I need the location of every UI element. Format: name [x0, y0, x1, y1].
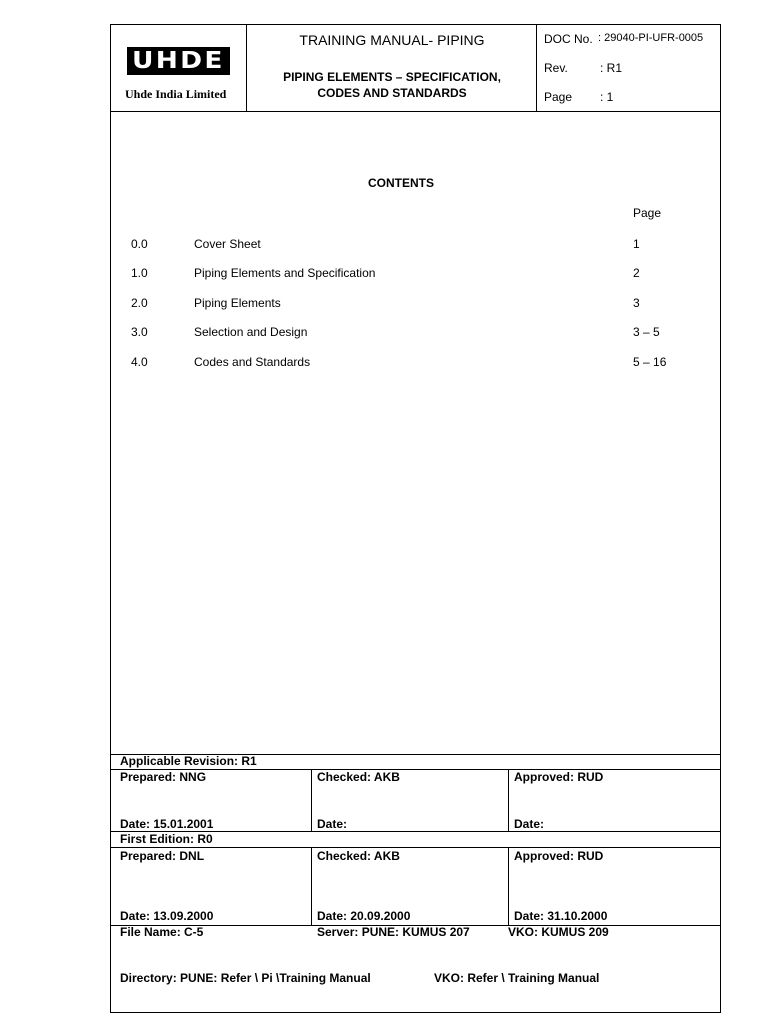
toc-number: 2.0 — [131, 296, 148, 310]
toc-title: Selection and Design — [194, 325, 308, 339]
date-approved-current: Date: — [514, 817, 545, 831]
page-column-label: Page — [633, 206, 662, 220]
applicable-revision: Applicable Revision: R1 — [120, 754, 257, 768]
date-prepared-current: Date: 15.01.2001 — [120, 817, 214, 831]
toc-row — [111, 237, 722, 253]
toc-page: 5 – 16 — [633, 355, 667, 369]
header-bottom-rule — [111, 111, 720, 112]
uhde-logo: UHDE — [127, 47, 230, 75]
page-label: Page — [544, 90, 573, 104]
toc-number: 0.0 — [131, 237, 148, 251]
toc-number: 3.0 — [131, 325, 148, 339]
doc-no-value: : 29040-PI-UFR-0005 — [598, 32, 704, 44]
subtitle-line-1: PIPING ELEMENTS – SPECIFICATION, — [283, 70, 501, 84]
footer-divider — [311, 769, 312, 831]
footer-divider — [508, 847, 509, 925]
approved-first: Approved: RUD — [514, 849, 604, 863]
toc-title: Cover Sheet — [194, 237, 261, 251]
rev-value: : R1 — [600, 61, 623, 75]
first-edition: First Edition: R0 — [120, 832, 213, 846]
document-page — [110, 24, 721, 1013]
toc-row — [111, 296, 722, 312]
directory: Directory: PUNE: Refer \ Pi \Training Manual — [120, 971, 371, 985]
date-checked-first: Date: 20.09.2000 — [317, 909, 411, 923]
vko-directory: VKO: Refer \ Training Manual — [434, 971, 600, 985]
date-approved-first: Date: 31.10.2000 — [514, 909, 608, 923]
approved-current: Approved: RUD — [514, 770, 604, 784]
toc-title: Codes and Standards — [194, 355, 311, 369]
subtitle-line-2: CODES AND STANDARDS — [317, 86, 467, 100]
file-name: File Name: C-5 — [120, 925, 204, 939]
footer-divider — [508, 769, 509, 831]
toc-row — [111, 266, 722, 282]
vko-server: VKO: KUMUS 209 — [508, 925, 609, 939]
toc-page: 2 — [633, 266, 640, 280]
toc-page: 1 — [633, 237, 640, 251]
prepared-current: Prepared: NNG — [120, 770, 207, 784]
checked-current: Checked: AKB — [317, 770, 400, 784]
checked-first: Checked: AKB — [317, 849, 400, 863]
server: Server: PUNE: KUMUS 207 — [317, 925, 470, 939]
date-checked-current: Date: — [317, 817, 348, 831]
doc-no-label: DOC No. — [544, 32, 593, 46]
rev-label: Rev. — [544, 61, 568, 75]
prepared-first: Prepared: DNL — [120, 849, 205, 863]
toc-title: Piping Elements — [194, 296, 281, 310]
toc-row — [111, 325, 722, 341]
manual-title: TRAINING MANUAL- PIPING — [299, 32, 485, 48]
toc-title: Piping Elements and Specification — [194, 266, 376, 280]
company-name: Uhde India Limited — [125, 87, 227, 101]
toc-page: 3 — [633, 296, 640, 310]
date-prepared-first: Date: 13.09.2000 — [120, 909, 214, 923]
toc-page: 3 – 5 — [633, 325, 660, 339]
document-subtitle — [247, 69, 537, 101]
toc-row — [111, 355, 722, 371]
contents-heading: CONTENTS — [368, 176, 434, 190]
toc-number: 1.0 — [131, 266, 148, 280]
toc-number: 4.0 — [131, 355, 148, 369]
footer-rule — [111, 847, 720, 848]
page-value: : 1 — [600, 90, 614, 104]
footer-divider — [311, 847, 312, 925]
